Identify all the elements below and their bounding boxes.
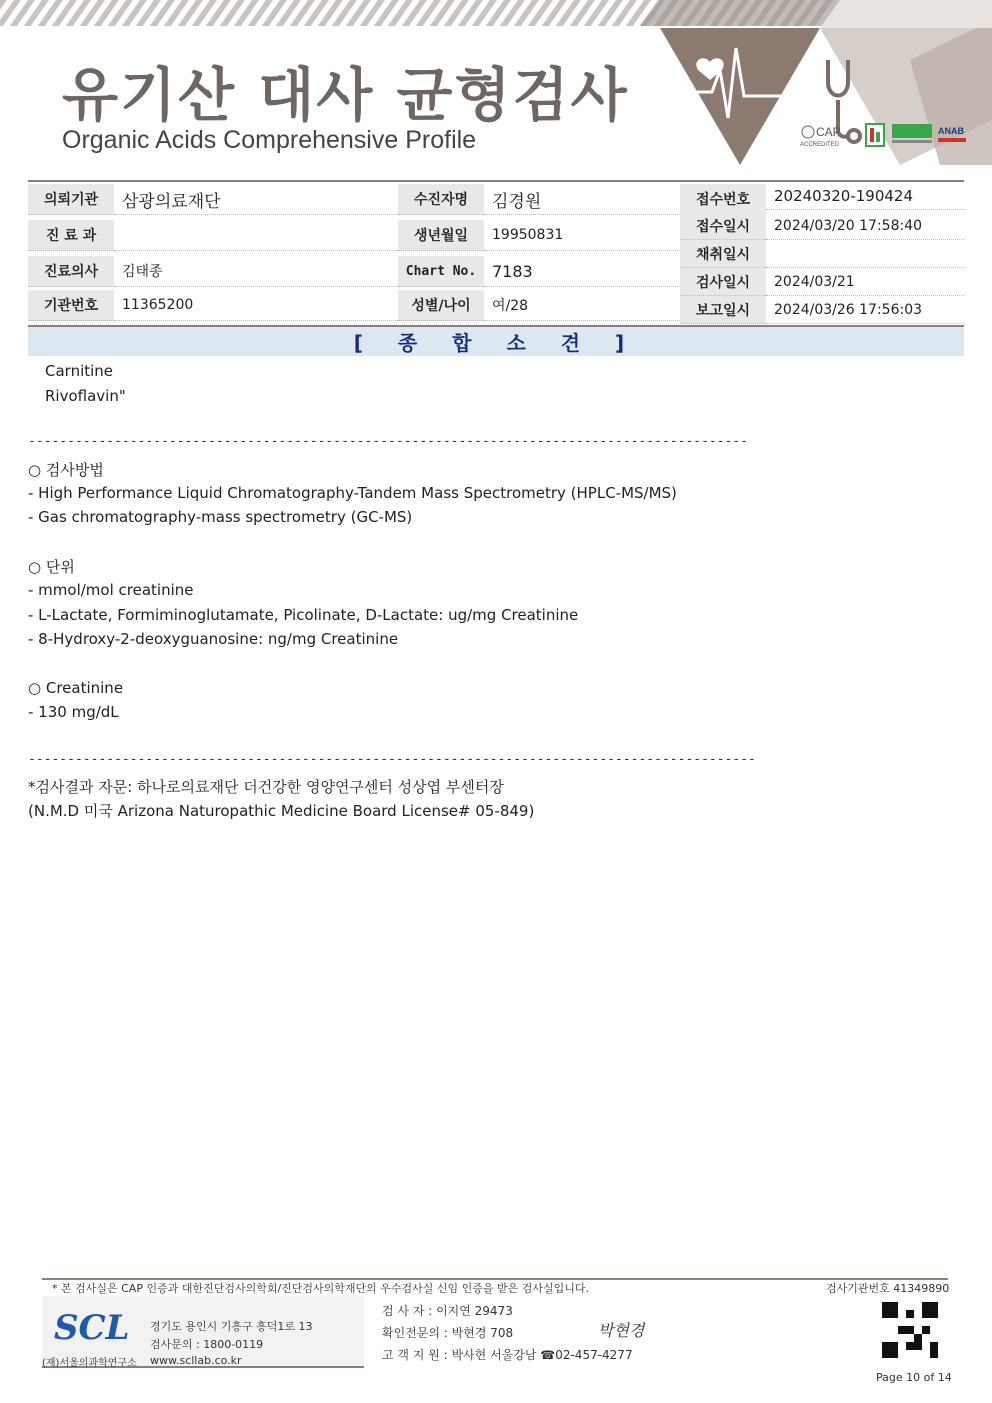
svg-text:CAP: CAP (816, 125, 841, 139)
label-institution-number: 기관번호 (28, 290, 114, 321)
value-birth-date: 19950831 (484, 220, 680, 251)
finding-carnitine: Carnitine (45, 362, 114, 380)
lm-certification-icon (866, 124, 884, 146)
page-number: Page 10 of 14 (876, 1371, 952, 1384)
anab-certification-icon (938, 126, 966, 142)
label-receipt-number: 접수번호 (680, 184, 766, 215)
label-birth-date: 생년월일 (398, 220, 484, 251)
label-test-datetime: 검사일시 (680, 268, 766, 296)
svg-text:ANAB: ANAB (938, 126, 964, 136)
value-receipt-datetime: 2024/03/20 17:58:40 (766, 212, 964, 240)
handwritten-signature: 박현경 (598, 1321, 645, 1340)
summary-banner-title: [ 종 합 소 견 ] (353, 331, 639, 355)
label-sex-age: 성별/나이 (398, 290, 484, 321)
finding-riboflavin: Rivoflavin" (45, 387, 126, 405)
report-title-english: Organic Acids Comprehensive Profile (62, 126, 477, 154)
label-receipt-datetime: 접수일시 (680, 212, 766, 240)
value-chart-number: 7183 (484, 256, 680, 287)
brown-triangle-shape (660, 28, 820, 165)
label-physician: 진료의사 (28, 256, 114, 287)
header-graphic (640, 0, 992, 165)
label-report-datetime: 보고일시 (680, 296, 766, 324)
qr-code-icon[interactable] (882, 1302, 938, 1358)
patient-info-table (28, 180, 964, 319)
kta-certification-icon (892, 124, 932, 143)
value-requesting-institution: 삼광의료재단 (114, 184, 398, 215)
footer-website[interactable]: www.scllab.co.kr (150, 1354, 242, 1367)
footer-examiner: 검 사 자 : 이지연 29473 (382, 1304, 513, 1318)
value-sex-age: 여/28 (484, 290, 680, 321)
footer-certification-notice: * 본 검사실은 CAP 인증과 대한진단검사의학회/진단검사의학재단의 우수검사실 신임 인증을 받은 검사실입니다. (52, 1282, 590, 1295)
value-collection-datetime (766, 240, 964, 268)
footer-address: 경기도 용인시 기흥구 흥덕1로 13 (150, 1320, 313, 1333)
unit-item-1: - mmol/mol creatinine (28, 581, 194, 599)
footer-confirmer: 확인전문의 : 박현경 708 (382, 1326, 514, 1340)
value-report-datetime: 2024/03/26 17:56:03 (766, 296, 964, 324)
cap-accredited-badge-icon (800, 125, 841, 148)
creatinine-value: - 130 mg/dL (28, 703, 119, 721)
footer-phone: 검사문의 : 1800-0119 (150, 1338, 264, 1351)
unit-heading: ○ 단위 (28, 558, 75, 576)
footer-support: 고 객 지 원 : 박사현 서울강남 ☎02-457-4277 (382, 1348, 633, 1362)
footer-box (42, 1296, 948, 1368)
label-department: 진 료 과 (28, 220, 114, 251)
unit-item-3: - 8-Hydroxy-2-deoxyguanosine: ng/mg Creatinine (28, 630, 399, 648)
footer-institution-code: 검사기관번호 41349890 (826, 1282, 950, 1295)
creatinine-heading: ○ Creatinine (28, 679, 124, 697)
separator-line-2: --------------------------------------------------------------------------------------------- (28, 752, 756, 767)
value-receipt-number: 20240320-190424 (766, 182, 964, 210)
label-collection-datetime: 채취일시 (680, 240, 766, 268)
method-item-1: - High Performance Liquid Chromatography-Tandem Mass Spectrometry (HPLC-MS/MS) (28, 484, 677, 502)
scl-logo-subtitle: (재)서울의과학연구소 (42, 1358, 137, 1369)
value-patient-name: 김경원 (484, 184, 680, 215)
advice-line-2: (N.M.D 미국 Arizona Naturopathic Medicine Board License# 05-849) (28, 802, 535, 820)
label-patient-name: 수진자명 (398, 184, 484, 215)
value-test-datetime: 2024/03/21 (766, 268, 964, 296)
summary-banner (28, 325, 964, 356)
separator-line-1: -------------------------------------------------------------------------------------------- (28, 434, 749, 449)
scl-logo: SCL (54, 1308, 130, 1348)
svg-text:ACCREDITED: ACCREDITED (800, 142, 840, 148)
value-department (114, 220, 398, 251)
label-chart-number: Chart No. (398, 256, 484, 287)
value-physician: 김태종 (114, 256, 398, 287)
method-item-2: - Gas chromatography-mass spectrometry (GC-MS) (28, 508, 413, 526)
unit-item-2: - L-Lactate, Formiminoglutamate, Picolinate, D-Lactate: ug/mg Creatinine (28, 606, 579, 624)
value-institution-number: 11365200 (114, 290, 398, 321)
report-title-korean: 유기산 대사 균형검사 (62, 61, 629, 129)
method-heading: ○ 검사방법 (28, 461, 104, 479)
label-requesting-institution: 의뢰기관 (28, 184, 114, 215)
advice-line-1: *검사결과 자문: 하나로의료재단 더건강한 영양연구센터 성상엽 부센터장 (28, 778, 504, 796)
